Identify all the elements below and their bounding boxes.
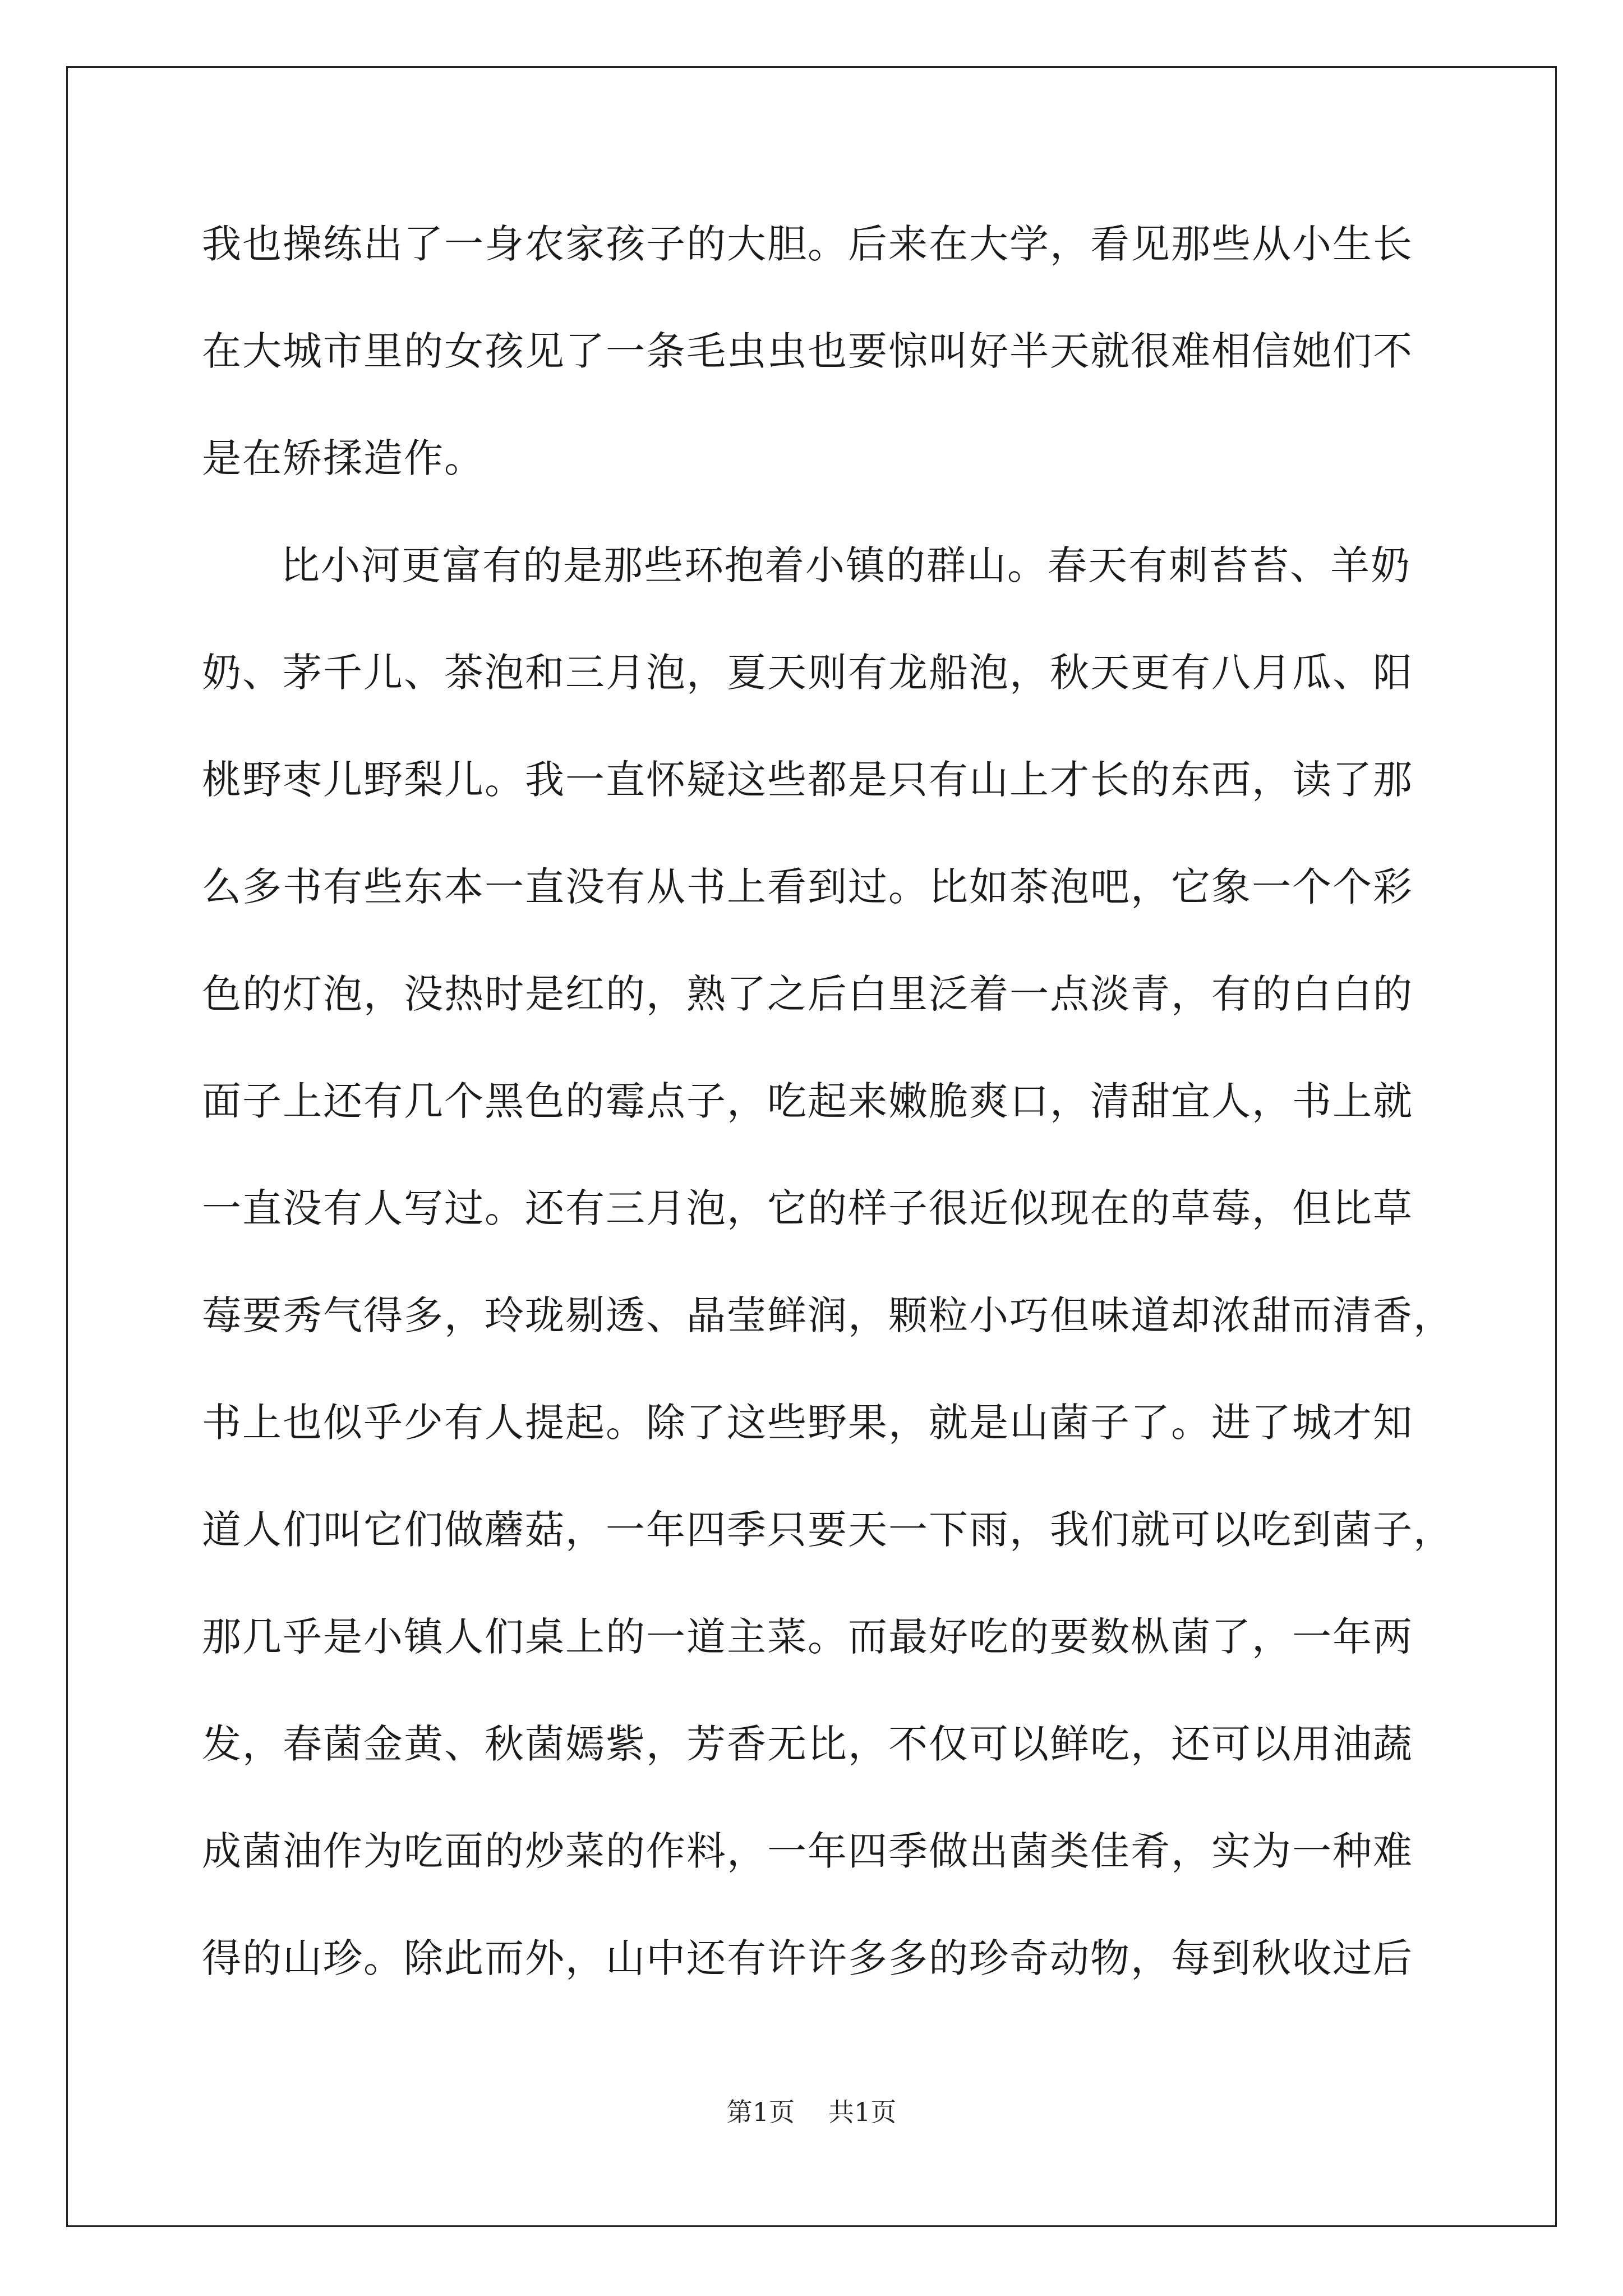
page-footer (0, 2095, 1623, 2129)
text-line-6: 桃野枣儿野梨儿。我一直怀疑这些都是只有山上才长的东西，读了那 (202, 757, 1413, 803)
text-line-7: 么多书有些东本一直没有从书上看到过。比如茶泡吧，它象一个个彩 (202, 864, 1413, 910)
text-line-10: 一直没有人写过。还有三月泡，它的样子很近似现在的草莓，但比草 (202, 1185, 1413, 1231)
text-line-16: 成菌油作为吃面的炒菜的作料，一年四季做出菌类佳肴，实为一种难 (202, 1828, 1413, 1874)
text-line-11: 莓要秀气得多，玲珑剔透、晶莹鲜润，颗粒小巧但味道却浓甜而清香， (202, 1292, 1454, 1338)
text-line-5: 奶、茅千儿、茶泡和三月泡，夏天则有龙船泡，秋天更有八月瓜、阳 (202, 650, 1413, 696)
text-line-12: 书上也似乎少有人提起。除了这些野果，就是山菌子了。进了城才知 (202, 1400, 1413, 1446)
text-line-15: 发，春菌金黄、秋菌嫣紫，芳香无比，不仅可以鲜吃，还可以用油蔬 (202, 1721, 1413, 1767)
text-line-3: 是在矫揉造作。 (202, 435, 485, 481)
text-line-1: 我也操练出了一身农家孩子的大胆。后来在大学，看见那些从小生长 (202, 221, 1413, 267)
text-line-4: 比小河更富有的是那些环抱着小镇的群山。春天有刺苔苔、羊奶 (280, 542, 1411, 588)
text-line-14: 那几乎是小镇人们桌上的一道主菜。而最好吃的要数枞菌了，一年两 (202, 1614, 1413, 1660)
text-line-2: 在大城市里的女孩见了一条毛虫虫也要惊叫好半天就很难相信她们不 (202, 328, 1413, 374)
page-number-total: 共1页 (828, 2097, 897, 2127)
text-line-9: 面子上还有几个黑色的霉点子，吃起来嫩脆爽口，清甜宜人，书上就 (202, 1078, 1413, 1124)
page-number-current: 第1页 (726, 2097, 795, 2127)
text-line-17: 得的山珍。除此而外，山中还有许许多多的珍奇动物，每到秋收过后 (202, 1935, 1413, 1981)
text-line-8: 色的灯泡，没热时是红的，熟了之后白里泛着一点淡青，有的白白的 (202, 971, 1413, 1017)
document-body (202, 213, 1454, 2035)
text-line-13: 道人们叫它们做蘑菇，一年四季只要天一下雨，我们就可以吃到菌子， (202, 1507, 1454, 1553)
